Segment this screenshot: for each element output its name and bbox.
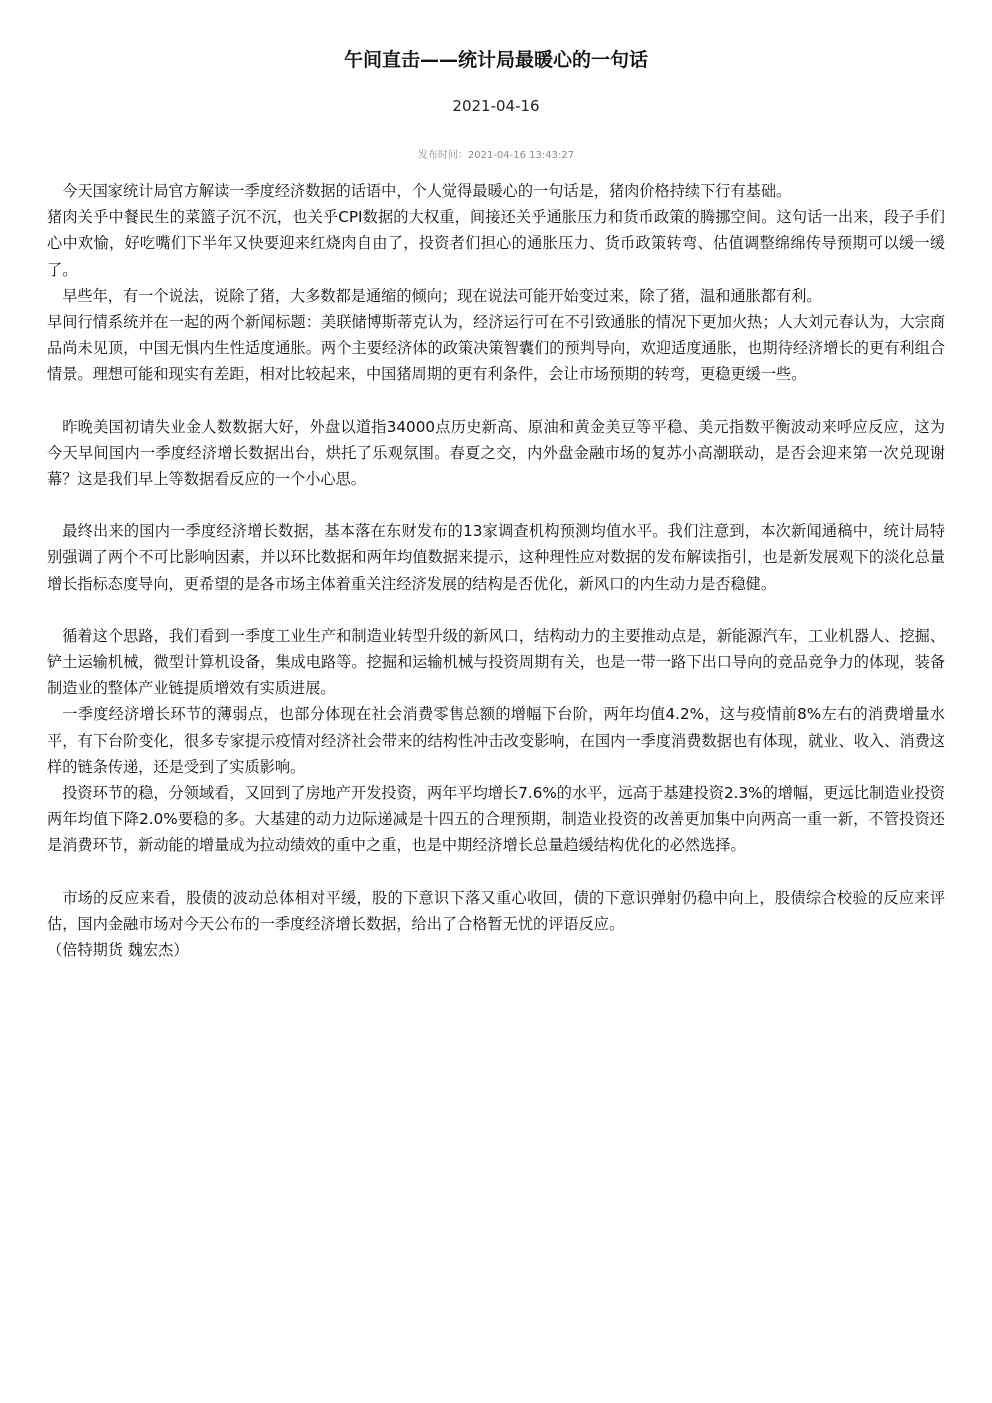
paragraph: 早些年，有一个说法，说除了猪，大多数都是通缩的倾向；现在说法可能开始变过来，除了猪，温和通胀都有利。 <box>62 286 822 305</box>
paragraph: 市场的反应来看，股债的波动总体相对平缓，股的下意识下落又重心收回，债的下意识弹射仍稳中向上，股债综合校验的反应来评估，国内金融市场对今天公布的一季度经济增长数据，给出了合格暂无忧的评语反应。 <box>47 888 945 933</box>
paragraph-gap <box>47 597 945 623</box>
publish-time: 发布时间：2021-04-16 13:43:27 <box>417 150 575 161</box>
paragraph: 早间行情系统并在一起的两个新闻标题：美联储博斯蒂克认为，经济运行可在不引致通胀的情况下更加火热；人大刘元春认为，大宗商品尚未见顶，中国无惧内生性适度通胀。两个主要经济体的政策决策智囊们的预判导向，欢迎适度通胀，也期待经济增长的更有利组合情景。理想可能和现实有差距，相对比较起来，中国猪周期的更有利条件，会让市场预期的转弯，更稳更缓一些。 <box>47 313 945 384</box>
article-title: 午间直击——统计局最暖心的一句话 <box>343 49 648 71</box>
article-date: 2021-04-16 <box>452 97 540 115</box>
paragraph: 猪肉关乎中餐民生的菜篮子沉不沉，也关乎CPI数据的大权重，间接还关乎通胀压力和货币政策的腾挪空间。这句话一出来，段子手们心中欢愉，好吃嘴们下半年又快要迎来红烧肉自由了，投资者们担心的通胀压力、货币政策转弯、估值调整绵绵传导预期可以缓一缓了。 <box>47 208 945 279</box>
paragraph: 最终出来的国内一季度经济增长数据，基本落在东财发布的13家调查机构预测均值水平。我们注意到，本次新闻通稿中，统计局特别强调了两个不可比影响因素，并以环比数据和两年均值数据来提示，这种理性应对数据的发布解读指引，也是新发展观下的淡化总量增长指标态度导向，更希望的是各市场主体着重关注经济发展的结构是否优化，新风口的内生动力是否稳健。 <box>47 522 945 593</box>
paragraph: 昨晚美国初请失业金人数数据大好，外盘以道指34000点历史新高、原油和黄金美豆等平稳、美元指数平衡波动来呼应反应，这为今天早间国内一季度经济增长数据出台，烘托了乐观氛围。春夏之交，内外盘金融市场的复苏小高潮联动，是否会迎来第一次兑现谢幕？这是我们早上等数据看反应的一个小心思。 <box>47 417 945 489</box>
paragraph: 今天国家统计局官方解读一季度经济数据的话语中，个人觉得最暖心的一句话是，猪肉价格持续下行有基础。 <box>62 182 792 200</box>
paragraph: 一季度经济增长环节的薄弱点，也部分体现在社会消费零售总额的增幅下台阶，两年均值4.2%，这与疫情前8%左右的消费增量水平，有下台阶变化，很多专家提示疫情对经济社会带来的结构性冲击改变影响，在国内一季度消费数据也有体现，就业、收入、消费这样的链条传递，还是受到了实质影响。 <box>47 705 945 776</box>
paragraph-gap <box>47 492 945 518</box>
paragraph: 循着这个思路，我们看到一季度工业生产和制造业转型升级的新风口，结构动力的主要推动点是，新能源汽车，工业机器人、挖掘、铲土运输机械，微型计算机设备，集成电路等。挖掘和运输机械与投资周期有关，也是一带一路下出口导向的竞品竞争力的体现，装备制造业的整体产业链提质增效有实质进展。 <box>47 626 945 698</box>
paragraph-gap <box>47 388 945 414</box>
author-credit: （倍特期货 魏宏杰） <box>47 941 189 960</box>
article-body <box>47 178 945 963</box>
paragraph: 投资环节的稳，分领域看，又回到了房地产开发投资，两年平均增长7.6%的水平，远高于基建投资2.3%的增幅，更远比制造业投资两年均值下降2.0%要稳的多。大基建的动力边际递减是十四五的合理预期，制造业投资的改善更加集中向两高一重一新，不管投资还是消费环节，新动能的增量成为拉动绩效的重中之重，也是中期经济增长总量趋缓结构优化的必然选择。 <box>47 784 945 855</box>
paragraph-gap <box>47 859 945 885</box>
